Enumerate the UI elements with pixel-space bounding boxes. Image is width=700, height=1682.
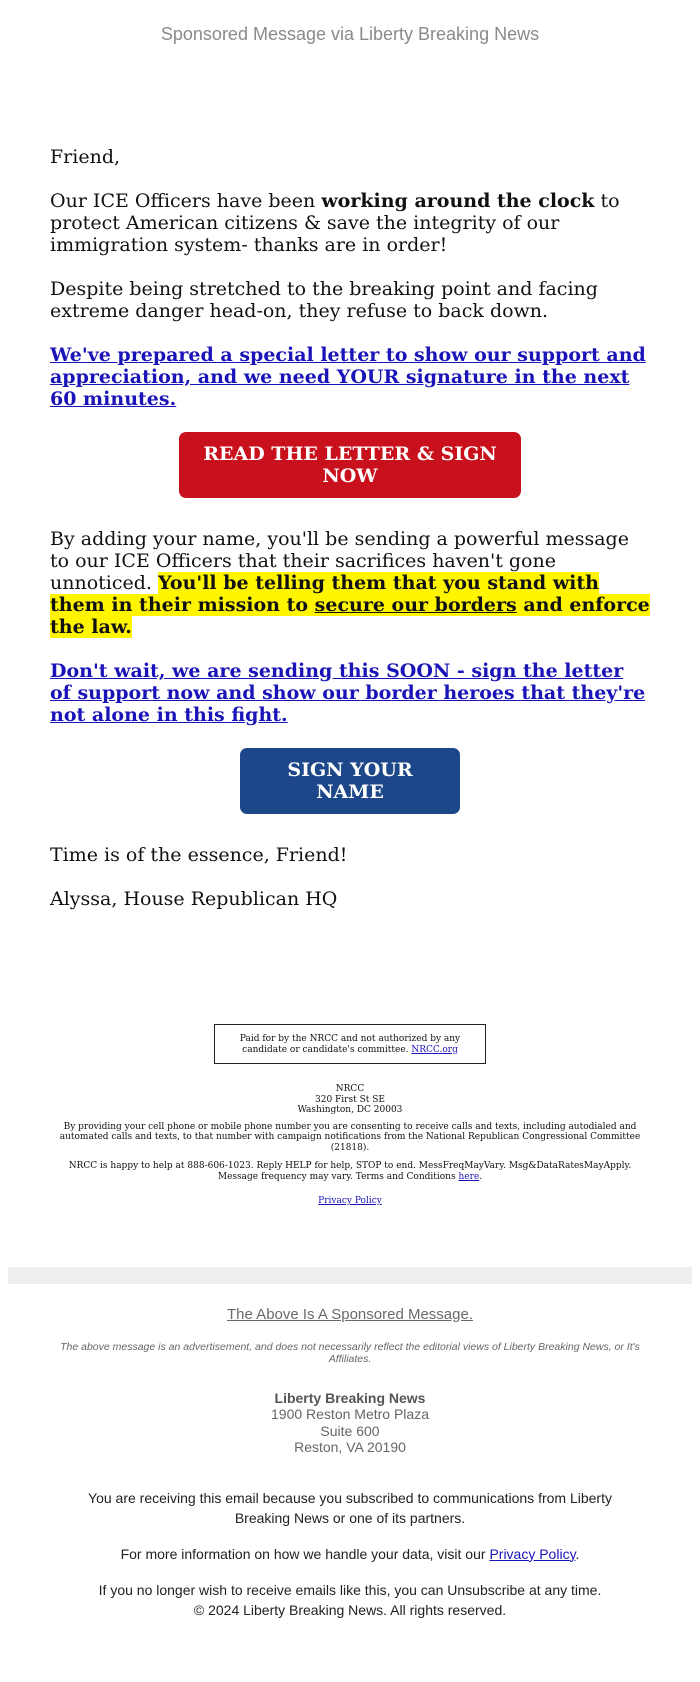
unsubscribe-block	[0, 1580, 700, 1620]
help-text-end: .	[479, 1171, 483, 1182]
paragraph-ice-officers	[50, 190, 650, 256]
terms-here-link[interactable]: here	[458, 1171, 480, 1182]
data-info-text: For more information on how we handle your data, visit our	[120, 1545, 490, 1562]
subscription-notice: You are receiving this email because you subscribed to communications from Liberty Breaking News or one of its partners.	[88, 1489, 612, 1526]
letter-content	[0, 80, 700, 910]
paid-for-text: Paid for by the NRCC and not authorized by any candidate or candidate's committee.	[239, 1034, 461, 1055]
nrcc-address	[0, 1084, 700, 1116]
p3-highlight-a: You'll be telling them that you stand with them in their mission to	[50, 572, 599, 616]
special-letter-link[interactable]: We've prepared a special letter to show our support and appreciation, and we need YOUR signature in the next 60 minutes.	[50, 344, 646, 410]
signature: Alyssa, House Republican HQ	[50, 888, 338, 910]
paragraph-adding-name	[50, 528, 650, 638]
privacy-policy-small	[0, 1196, 700, 1207]
p3-highlight-b: and enforce the law.	[50, 594, 650, 638]
footer-privacy-link[interactable]: Privacy Policy	[489, 1545, 576, 1562]
nrcc-privacy-link[interactable]: Privacy Policy	[318, 1196, 382, 1206]
sign-your-name-button[interactable]: SIGN YOUR NAME	[240, 748, 460, 814]
sponsored-header: Sponsored Message via Liberty Breaking News	[160, 24, 540, 44]
paragraph-stretched: Despite being stretched to the breaking point and facing extreme danger head-on, they refuse to back down.	[50, 278, 598, 322]
unsubscribe-text: If you no longer wish to receive emails like this, you can Unsubscribe at any time.	[98, 1581, 602, 1598]
help-text-body: NRCC is happy to help at 888-606-1023. Reply HELP for help, STOP to end. MessFreqMayVary. Msg&DataRatesMayApply. Message frequency may vary. Terms and Conditions	[68, 1161, 632, 1182]
footer	[0, 1306, 700, 1620]
address-city: Washington, DC 20003	[297, 1105, 403, 1115]
data-info-end: .	[575, 1545, 580, 1562]
closing-line: Time is of the essence, Friend!	[50, 844, 348, 866]
address-org: NRCC	[335, 1084, 365, 1094]
nrcc-link[interactable]: NRCC.org	[411, 1044, 458, 1055]
advertisement-note: The above message is an advertisement, and does not necessarily reflect the editorial views of Liberty Breaking News, or It's Affiliates.	[60, 1340, 640, 1365]
p1-text-start: Our ICE Officers have been	[50, 190, 322, 212]
address-street: 320 First St SE	[315, 1094, 385, 1105]
paid-for-box	[214, 1024, 486, 1064]
copyright: © 2024 Liberty Breaking News. All rights reserved.	[193, 1601, 507, 1618]
paragraph-link-1	[50, 344, 650, 410]
company-addr3: Reston, VA 20190	[294, 1439, 406, 1455]
consent-text: By providing your cell phone or mobile phone number you are consenting to receive calls and texts, including autodialed and automated calls and texts, to that number with campaign notifications from the National Republican Congressional Committee (21818).	[59, 1121, 641, 1153]
read-letter-sign-button[interactable]: READ THE LETTER & SIGN NOW	[179, 432, 521, 498]
legal-disclaimer	[0, 932, 700, 1207]
dont-wait-link[interactable]: Don't wait, we are sending this SOON - sign the letter of support now and show our border heroes that they're not alone in this fight.	[50, 660, 646, 726]
p1-text-end: to protect American citizens & save the integrity of our immigration system- thanks are in order!	[50, 190, 620, 256]
p3-highlight-underlined: secure our borders	[314, 594, 517, 616]
greeting: Friend,	[50, 146, 121, 168]
company-addr1: 1900 Reston Metro Plaza	[271, 1406, 429, 1422]
button-row-1	[50, 432, 650, 498]
help-text	[50, 1161, 650, 1182]
company-address	[0, 1390, 700, 1456]
sponsored-message-title: The Above Is A Sponsored Message.	[227, 1305, 473, 1323]
paragraph-link-2	[50, 660, 650, 726]
button-row-2	[50, 748, 650, 814]
data-info	[0, 1544, 700, 1564]
p3-plain: By adding your name, you'll be sending a powerful message to our ICE Officers that their sacrifices haven't gone unnoticed.	[50, 528, 629, 594]
p1-bold: working around the clock	[321, 190, 595, 212]
footer-divider	[8, 1267, 692, 1284]
company-name: Liberty Breaking News	[274, 1389, 426, 1406]
company-addr2: Suite 600	[320, 1422, 380, 1439]
